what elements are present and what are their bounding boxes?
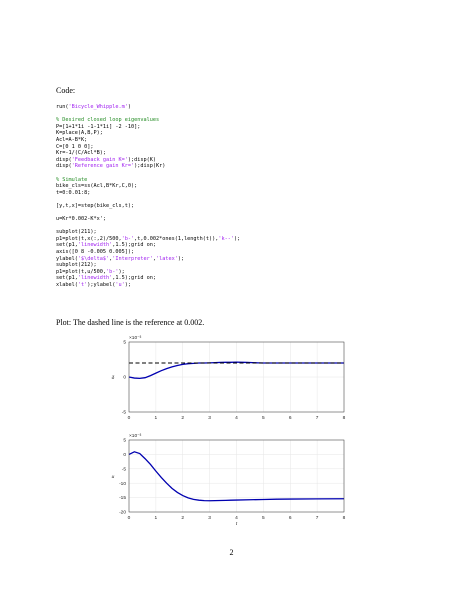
code-token: ,1.5);grid on; [112, 242, 156, 249]
y-tick-label: -5 [121, 467, 126, 473]
axis-exponent-label: ×10⁻³ [129, 336, 142, 341]
x-tick-label: 1 [154, 516, 158, 521]
y-tick-label: -20 [119, 510, 126, 516]
code-token: 'u' [115, 282, 125, 289]
code-token: 'Feedback gain K=' [71, 156, 128, 163]
y-axis-label: u [111, 475, 115, 480]
code-token: [y,t,x]=step(bike_cls,t); [56, 202, 135, 209]
code-token: 'b-' [121, 235, 135, 242]
x-tick-label: 4 [235, 516, 238, 521]
code-token: , [109, 255, 113, 262]
code-token: Kr=-1/(C/Acl*B); [56, 150, 106, 157]
code-token: 'b-' [105, 268, 119, 275]
code-token: ,1.5);grid on; [112, 275, 156, 282]
code-token: u=Kr*0.002-K*x'; [56, 216, 106, 223]
x-tick-label: 7 [315, 516, 319, 521]
code-token: K=place(A,B,P); [56, 130, 103, 137]
y-tick-label: -5 [121, 410, 126, 416]
code-token: '$\delta$' [77, 255, 110, 262]
code-token: 'k--' [218, 235, 235, 242]
x-tick-label: 3 [208, 416, 211, 421]
x-tick-label: 4 [235, 416, 238, 421]
code-token: xlabel( [56, 282, 78, 289]
x-tick-label: 0 [127, 516, 131, 521]
x-tick-label: 5 [262, 416, 265, 421]
code-token: ) [127, 104, 131, 110]
x-tick-label: 5 [262, 516, 265, 521]
axis-exponent-label: ×10⁻³ [129, 434, 142, 439]
code-token: set(p1, [56, 242, 78, 249]
code-token: axis([0 8 -0.005 0.005]); [56, 249, 135, 256]
x-tick-label: 2 [181, 416, 185, 421]
code-token: C=[0 1 0 0]; [56, 143, 94, 150]
y-tick-label: 5 [123, 340, 126, 346]
code-token: ,t,0.002*ones(1,length(t)), [134, 235, 219, 242]
y-axis-label: δ [111, 376, 115, 381]
x-tick-label: 8 [342, 416, 346, 421]
x-tick-label: 3 [208, 516, 211, 521]
code-token: ); [234, 235, 241, 242]
code-token: ); [118, 268, 125, 275]
x-axis-label: t [235, 522, 238, 527]
code-token: bike_cls=ss(Acl,B*Kr,C,0); [56, 183, 138, 190]
code-token: % Simulate [56, 176, 88, 183]
code-token: ylabel( [56, 255, 78, 262]
code-token: % Desired closed loop eigenvalues [56, 117, 160, 124]
x-tick-label: 7 [315, 416, 319, 421]
page-number: 2 [229, 548, 234, 557]
code-token: P=[1+1*1i -1-1*1i] -2 -10]; [56, 123, 141, 130]
code-token: , [152, 255, 156, 262]
code-token: );ylabel( [87, 282, 116, 289]
x-tick-label: 2 [181, 516, 185, 521]
code-token: ); [124, 282, 131, 289]
code-token: 'Interpreter' [112, 255, 153, 262]
code-token: subplot(212); [56, 262, 97, 269]
code-token: disp( [56, 156, 72, 163]
y-tick-label: 5 [123, 438, 126, 444]
x-tick-label: 1 [154, 416, 158, 421]
code-token: 'linewidth' [77, 275, 113, 282]
code-token: );disp(K) [127, 156, 156, 163]
code-token: 'linewidth' [77, 242, 113, 249]
code-heading: Code: [56, 86, 76, 95]
y-tick-label: 0 [123, 375, 126, 381]
x-tick-label: 0 [127, 416, 131, 421]
code-token: ); [177, 255, 185, 262]
code-token: 'Reference gain Kr=' [71, 163, 135, 170]
code-token: set(p1, [56, 275, 78, 282]
code-token: Acl=A-B*K; [56, 136, 88, 143]
y-tick-label: -10 [119, 481, 126, 487]
code-token: t=0:0.01:8; [56, 189, 91, 196]
x-tick-label: 6 [288, 416, 292, 421]
code-token: p1=plot(t,u/500, [56, 268, 106, 275]
code-token: 'latex' [155, 255, 178, 262]
y-tick-label: -15 [119, 496, 126, 502]
code-token: disp( [56, 163, 72, 170]
code-token: subplot(211); [56, 229, 97, 236]
code-token: 'Bicycle_Whipple.m' [68, 104, 128, 110]
code-token: );disp(Kr) [134, 163, 166, 170]
x-tick-label: 6 [288, 516, 292, 521]
code-token: 't' [77, 282, 88, 289]
x-tick-label: 8 [342, 516, 346, 521]
plot-heading: Plot: The dashed line is the reference at 0.002. [56, 318, 205, 327]
code-token: p1=plot(t,x(:,2)/500, [56, 235, 122, 242]
y-tick-label: 0 [123, 453, 126, 458]
code-token: run( [56, 104, 69, 110]
